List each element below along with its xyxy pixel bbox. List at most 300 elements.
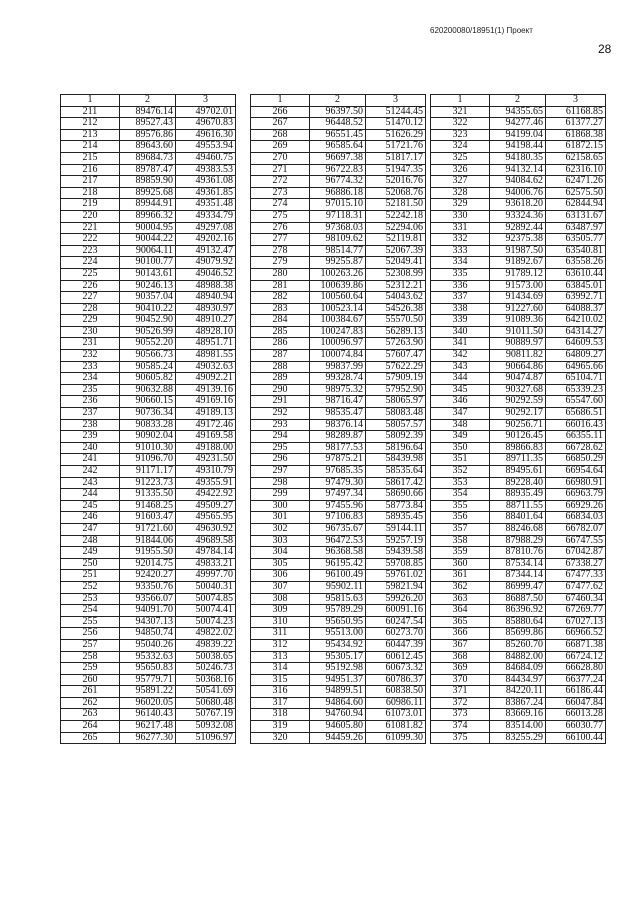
y-coordinate-cell: 55570.50 (366, 315, 426, 327)
point-number-cell: 348 (431, 419, 490, 431)
y-coordinate-cell: 66747.55 (546, 535, 606, 547)
x-coordinate-cell: 85880.64 (490, 616, 546, 628)
x-coordinate-cell: 95332.63 (120, 651, 176, 663)
y-coordinate-cell: 52308.99 (366, 268, 426, 280)
column-header: 3 (546, 95, 606, 107)
table-row (61, 431, 236, 443)
x-coordinate-cell: 89859.90 (120, 176, 176, 188)
x-coordinate-cell: 95779.71 (120, 674, 176, 686)
point-number-cell: 211 (61, 106, 120, 118)
x-coordinate-cell: 85699.86 (490, 628, 546, 640)
point-number-cell: 361 (431, 570, 490, 582)
table-row (431, 581, 606, 593)
table-row (431, 651, 606, 663)
point-number-cell: 252 (61, 581, 120, 593)
y-coordinate-cell: 51721.76 (366, 141, 426, 153)
x-coordinate-cell: 87344.14 (490, 570, 546, 582)
y-coordinate-cell: 49630.92 (176, 523, 236, 535)
table-row (251, 222, 426, 234)
point-number-cell: 359 (431, 547, 490, 559)
x-coordinate-cell: 90526.99 (120, 326, 176, 338)
y-coordinate-cell: 50038.65 (176, 651, 236, 663)
point-number-cell: 299 (251, 489, 310, 501)
y-coordinate-cell: 59144.11 (366, 523, 426, 535)
y-coordinate-cell: 60273.70 (366, 628, 426, 640)
table-row (61, 350, 236, 362)
x-coordinate-cell: 89576.86 (120, 129, 176, 141)
x-coordinate-cell: 90902.04 (120, 431, 176, 443)
point-number-cell: 335 (431, 268, 490, 280)
x-coordinate-cell: 90100.77 (120, 257, 176, 269)
point-number-cell: 356 (431, 512, 490, 524)
table-row (251, 268, 426, 280)
x-coordinate-cell: 96585.64 (310, 141, 366, 153)
y-coordinate-cell: 66954.64 (546, 466, 606, 478)
y-coordinate-cell: 59439.58 (366, 547, 426, 559)
y-coordinate-cell: 63845.01 (546, 280, 606, 292)
y-coordinate-cell: 49132.47 (176, 245, 236, 257)
x-coordinate-cell: 90044.22 (120, 234, 176, 246)
x-coordinate-cell: 90256.71 (490, 419, 546, 431)
x-coordinate-cell: 96397.50 (310, 106, 366, 118)
x-coordinate-cell: 97368.03 (310, 222, 366, 234)
x-coordinate-cell: 84684.09 (490, 663, 546, 675)
table-row (251, 210, 426, 222)
y-coordinate-cell: 66850.29 (546, 454, 606, 466)
column-header: 3 (176, 95, 236, 107)
table-row (61, 419, 236, 431)
y-coordinate-cell: 50932.08 (176, 721, 236, 733)
point-number-cell: 228 (61, 303, 120, 315)
y-coordinate-cell: 66834.03 (546, 512, 606, 524)
x-coordinate-cell: 98376.14 (310, 419, 366, 431)
x-coordinate-cell: 89684.73 (120, 152, 176, 164)
y-coordinate-cell: 60673.32 (366, 663, 426, 675)
x-coordinate-cell: 88246.68 (490, 523, 546, 535)
point-number-cell: 222 (61, 234, 120, 246)
point-number-cell: 212 (61, 118, 120, 130)
y-coordinate-cell: 49188.00 (176, 442, 236, 454)
x-coordinate-cell: 84882.00 (490, 651, 546, 663)
x-coordinate-cell: 100074.84 (310, 350, 366, 362)
y-coordinate-cell: 48910.27 (176, 315, 236, 327)
point-number-cell: 238 (61, 419, 120, 431)
y-coordinate-cell: 51817.17 (366, 152, 426, 164)
y-coordinate-cell: 60786.37 (366, 674, 426, 686)
x-coordinate-cell: 93350.76 (120, 581, 176, 593)
x-coordinate-cell: 98514.77 (310, 245, 366, 257)
x-coordinate-cell: 90143.61 (120, 268, 176, 280)
table-row (251, 651, 426, 663)
table-row (61, 686, 236, 698)
point-number-cell: 269 (251, 141, 310, 153)
y-coordinate-cell: 52119.81 (366, 234, 426, 246)
x-coordinate-cell: 87810.76 (490, 547, 546, 559)
point-number-cell: 236 (61, 396, 120, 408)
coordinates-table-3 (430, 94, 606, 744)
table-row (431, 245, 606, 257)
point-number-cell: 221 (61, 222, 120, 234)
y-coordinate-cell: 49351.48 (176, 199, 236, 211)
x-coordinate-cell: 93566.07 (120, 593, 176, 605)
y-coordinate-cell: 49172.46 (176, 419, 236, 431)
y-coordinate-cell: 66980.91 (546, 477, 606, 489)
table-row (251, 152, 426, 164)
x-coordinate-cell: 95434.92 (310, 639, 366, 651)
x-coordinate-cell: 100247.83 (310, 326, 366, 338)
point-number-cell: 351 (431, 454, 490, 466)
y-coordinate-cell: 49509.27 (176, 500, 236, 512)
table-row (61, 187, 236, 199)
x-coordinate-cell: 89944.91 (120, 199, 176, 211)
table-header-row (251, 95, 426, 107)
y-coordinate-cell: 49334.79 (176, 210, 236, 222)
table-row (431, 697, 606, 709)
y-coordinate-cell: 66355.11 (546, 431, 606, 443)
x-coordinate-cell: 96774.32 (310, 176, 366, 188)
point-number-cell: 329 (431, 199, 490, 211)
point-number-cell: 336 (431, 280, 490, 292)
x-coordinate-cell: 85260.70 (490, 639, 546, 651)
point-number-cell: 371 (431, 686, 490, 698)
table-row (61, 292, 236, 304)
table-row (431, 454, 606, 466)
y-coordinate-cell: 48981.55 (176, 350, 236, 362)
table-row (251, 129, 426, 141)
y-coordinate-cell: 63558.26 (546, 257, 606, 269)
y-coordinate-cell: 49231.50 (176, 454, 236, 466)
point-number-cell: 288 (251, 361, 310, 373)
table-row (61, 303, 236, 315)
table-row (251, 118, 426, 130)
point-number-cell: 310 (251, 616, 310, 628)
y-coordinate-cell: 48928.10 (176, 326, 236, 338)
point-number-cell: 261 (61, 686, 120, 698)
x-coordinate-cell: 84220.11 (490, 686, 546, 698)
y-coordinate-cell: 58773.84 (366, 500, 426, 512)
x-coordinate-cell: 90811.82 (490, 350, 546, 362)
y-coordinate-cell: 66728.62 (546, 442, 606, 454)
document-id: 620200080/18951(1) Проект (430, 26, 533, 35)
x-coordinate-cell: 83867.24 (490, 697, 546, 709)
y-coordinate-cell: 50074.85 (176, 593, 236, 605)
y-coordinate-cell: 61099.30 (366, 732, 426, 744)
table-row (251, 477, 426, 489)
y-coordinate-cell: 59926.20 (366, 593, 426, 605)
table-row (251, 512, 426, 524)
column-header: 1 (251, 95, 310, 107)
table-row (431, 674, 606, 686)
y-coordinate-cell: 64809.27 (546, 350, 606, 362)
y-coordinate-cell: 66966.52 (546, 628, 606, 640)
point-number-cell: 215 (61, 152, 120, 164)
point-number-cell: 365 (431, 616, 490, 628)
x-coordinate-cell: 91789.12 (490, 268, 546, 280)
x-coordinate-cell: 88935.49 (490, 489, 546, 501)
y-coordinate-cell: 49702.01 (176, 106, 236, 118)
x-coordinate-cell: 94084.62 (490, 176, 546, 188)
y-coordinate-cell: 66047.84 (546, 697, 606, 709)
point-number-cell: 290 (251, 384, 310, 396)
x-coordinate-cell: 91335.50 (120, 489, 176, 501)
x-coordinate-cell: 96020.05 (120, 697, 176, 709)
y-coordinate-cell: 64088.37 (546, 303, 606, 315)
table-row (431, 176, 606, 188)
table-row (431, 129, 606, 141)
point-number-cell: 235 (61, 384, 120, 396)
y-coordinate-cell: 52181.50 (366, 199, 426, 211)
table-row (431, 616, 606, 628)
point-number-cell: 364 (431, 605, 490, 617)
table-row (431, 466, 606, 478)
table-row (61, 222, 236, 234)
table-row (251, 628, 426, 640)
y-coordinate-cell: 52049.41 (366, 257, 426, 269)
table-row (61, 338, 236, 350)
x-coordinate-cell: 95815.63 (310, 593, 366, 605)
table-row (251, 350, 426, 362)
x-coordinate-cell: 91010.30 (120, 442, 176, 454)
point-number-cell: 333 (431, 245, 490, 257)
y-coordinate-cell: 58935.45 (366, 512, 426, 524)
table-row (251, 280, 426, 292)
table-row (431, 547, 606, 559)
point-number-cell: 243 (61, 477, 120, 489)
x-coordinate-cell: 97497.34 (310, 489, 366, 501)
x-coordinate-cell: 96217.48 (120, 721, 176, 733)
y-coordinate-cell: 62575.50 (546, 187, 606, 199)
x-coordinate-cell: 95650.95 (310, 616, 366, 628)
point-number-cell: 352 (431, 466, 490, 478)
table-row (251, 489, 426, 501)
y-coordinate-cell: 58690.66 (366, 489, 426, 501)
y-coordinate-cell: 63610.44 (546, 268, 606, 280)
y-coordinate-cell: 66100.44 (546, 732, 606, 744)
table-row (61, 581, 236, 593)
x-coordinate-cell: 90474.87 (490, 373, 546, 385)
point-number-cell: 322 (431, 118, 490, 130)
x-coordinate-cell: 89966.32 (120, 210, 176, 222)
point-number-cell: 375 (431, 732, 490, 744)
y-coordinate-cell: 57607.47 (366, 350, 426, 362)
y-coordinate-cell: 60091.16 (366, 605, 426, 617)
y-coordinate-cell: 49689.58 (176, 535, 236, 547)
x-coordinate-cell: 100523.14 (310, 303, 366, 315)
point-number-cell: 248 (61, 535, 120, 547)
x-coordinate-cell: 91096.70 (120, 454, 176, 466)
point-number-cell: 294 (251, 431, 310, 443)
x-coordinate-cell: 94864.60 (310, 697, 366, 709)
y-coordinate-cell: 61073.01 (366, 709, 426, 721)
column-header: 1 (431, 95, 490, 107)
x-coordinate-cell: 95902.11 (310, 581, 366, 593)
x-coordinate-cell: 89711.35 (490, 454, 546, 466)
point-number-cell: 280 (251, 268, 310, 280)
x-coordinate-cell: 94198.44 (490, 141, 546, 153)
point-number-cell: 245 (61, 500, 120, 512)
point-number-cell: 295 (251, 442, 310, 454)
table-row (61, 477, 236, 489)
point-number-cell: 285 (251, 326, 310, 338)
table-row (61, 721, 236, 733)
y-coordinate-cell: 64965.66 (546, 361, 606, 373)
x-coordinate-cell: 91721.60 (120, 523, 176, 535)
point-number-cell: 274 (251, 199, 310, 211)
y-coordinate-cell: 52312.21 (366, 280, 426, 292)
point-number-cell: 300 (251, 500, 310, 512)
x-coordinate-cell: 96368.58 (310, 547, 366, 559)
y-coordinate-cell: 60447.39 (366, 639, 426, 651)
table-row (61, 709, 236, 721)
table-row (61, 535, 236, 547)
point-number-cell: 318 (251, 709, 310, 721)
point-number-cell: 344 (431, 373, 490, 385)
table-row (61, 234, 236, 246)
table-row (251, 431, 426, 443)
point-number-cell: 214 (61, 141, 120, 153)
x-coordinate-cell: 96100.49 (310, 570, 366, 582)
y-coordinate-cell: 65104.71 (546, 373, 606, 385)
y-coordinate-cell: 52016.76 (366, 176, 426, 188)
y-coordinate-cell: 49361.08 (176, 176, 236, 188)
x-coordinate-cell: 87988.29 (490, 535, 546, 547)
x-coordinate-cell: 91223.73 (120, 477, 176, 489)
column-header: 1 (61, 95, 120, 107)
table-row (251, 697, 426, 709)
table-row (251, 523, 426, 535)
y-coordinate-cell: 66030.77 (546, 721, 606, 733)
y-coordinate-cell: 67460.34 (546, 593, 606, 605)
y-coordinate-cell: 50767.19 (176, 709, 236, 721)
table-row (431, 199, 606, 211)
table-row (251, 164, 426, 176)
point-number-cell: 367 (431, 639, 490, 651)
y-coordinate-cell: 64210.02 (546, 315, 606, 327)
y-coordinate-cell: 58196.64 (366, 442, 426, 454)
table-row (431, 326, 606, 338)
point-number-cell: 374 (431, 721, 490, 733)
x-coordinate-cell: 91987.50 (490, 245, 546, 257)
table-row (61, 129, 236, 141)
point-number-cell: 219 (61, 199, 120, 211)
x-coordinate-cell: 90292.59 (490, 396, 546, 408)
y-coordinate-cell: 67027.13 (546, 616, 606, 628)
point-number-cell: 338 (431, 303, 490, 315)
point-number-cell: 297 (251, 466, 310, 478)
point-number-cell: 304 (251, 547, 310, 559)
y-coordinate-cell: 66929.26 (546, 500, 606, 512)
point-number-cell: 312 (251, 639, 310, 651)
point-number-cell: 268 (251, 129, 310, 141)
y-coordinate-cell: 62471.26 (546, 176, 606, 188)
x-coordinate-cell: 99837.99 (310, 361, 366, 373)
point-number-cell: 240 (61, 442, 120, 454)
page-number: 28 (598, 42, 612, 56)
y-coordinate-cell: 49361.85 (176, 187, 236, 199)
point-number-cell: 226 (61, 280, 120, 292)
x-coordinate-cell: 90357.04 (120, 292, 176, 304)
x-coordinate-cell: 90585.24 (120, 361, 176, 373)
y-coordinate-cell: 57622.29 (366, 361, 426, 373)
y-coordinate-cell: 58439.98 (366, 454, 426, 466)
point-number-cell: 311 (251, 628, 310, 640)
point-number-cell: 303 (251, 535, 310, 547)
point-number-cell: 332 (431, 234, 490, 246)
x-coordinate-cell: 98289.87 (310, 431, 366, 443)
point-number-cell: 296 (251, 454, 310, 466)
table-row (251, 466, 426, 478)
x-coordinate-cell: 90632.88 (120, 384, 176, 396)
table-row (61, 558, 236, 570)
coordinates-table-1 (60, 94, 236, 744)
y-coordinate-cell: 63992.71 (546, 292, 606, 304)
y-coordinate-cell: 59708.85 (366, 558, 426, 570)
y-coordinate-cell: 49169.58 (176, 431, 236, 443)
x-coordinate-cell: 96722.83 (310, 164, 366, 176)
table-row (61, 396, 236, 408)
x-coordinate-cell: 91844.06 (120, 535, 176, 547)
point-number-cell: 216 (61, 164, 120, 176)
point-number-cell: 327 (431, 176, 490, 188)
x-coordinate-cell: 94760.94 (310, 709, 366, 721)
table-row (431, 686, 606, 698)
x-coordinate-cell: 95192.98 (310, 663, 366, 675)
x-coordinate-cell: 96140.43 (120, 709, 176, 721)
y-coordinate-cell: 66377.24 (546, 674, 606, 686)
y-coordinate-cell: 57263.90 (366, 338, 426, 350)
table-row (251, 303, 426, 315)
x-coordinate-cell: 83669.16 (490, 709, 546, 721)
table-row (431, 141, 606, 153)
y-coordinate-cell: 65547.60 (546, 396, 606, 408)
table-row (431, 350, 606, 362)
x-coordinate-cell: 89925.68 (120, 187, 176, 199)
y-coordinate-cell: 61868.38 (546, 129, 606, 141)
x-coordinate-cell: 95513.00 (310, 628, 366, 640)
point-number-cell: 258 (61, 651, 120, 663)
y-coordinate-cell: 66963.79 (546, 489, 606, 501)
y-coordinate-cell: 56289.13 (366, 326, 426, 338)
point-number-cell: 317 (251, 697, 310, 709)
y-coordinate-cell: 50040.31 (176, 581, 236, 593)
table-row (251, 408, 426, 420)
point-number-cell: 291 (251, 396, 310, 408)
point-number-cell: 334 (431, 257, 490, 269)
x-coordinate-cell: 99328.74 (310, 373, 366, 385)
y-coordinate-cell: 59821.94 (366, 581, 426, 593)
point-number-cell: 354 (431, 489, 490, 501)
x-coordinate-cell: 91011.50 (490, 326, 546, 338)
column-header: 2 (120, 95, 176, 107)
point-number-cell: 362 (431, 581, 490, 593)
table-row (431, 222, 606, 234)
x-coordinate-cell: 94850.74 (120, 628, 176, 640)
y-coordinate-cell: 49092.21 (176, 373, 236, 385)
table-row (431, 523, 606, 535)
x-coordinate-cell: 97015.10 (310, 199, 366, 211)
y-coordinate-cell: 58083.48 (366, 408, 426, 420)
x-coordinate-cell: 88711.55 (490, 500, 546, 512)
table-row (431, 663, 606, 675)
table-row (251, 500, 426, 512)
point-number-cell: 229 (61, 315, 120, 327)
table-row (61, 373, 236, 385)
table-row (431, 338, 606, 350)
point-number-cell: 337 (431, 292, 490, 304)
y-coordinate-cell: 65339.23 (546, 384, 606, 396)
x-coordinate-cell: 90327.68 (490, 384, 546, 396)
x-coordinate-cell: 97106.83 (310, 512, 366, 524)
